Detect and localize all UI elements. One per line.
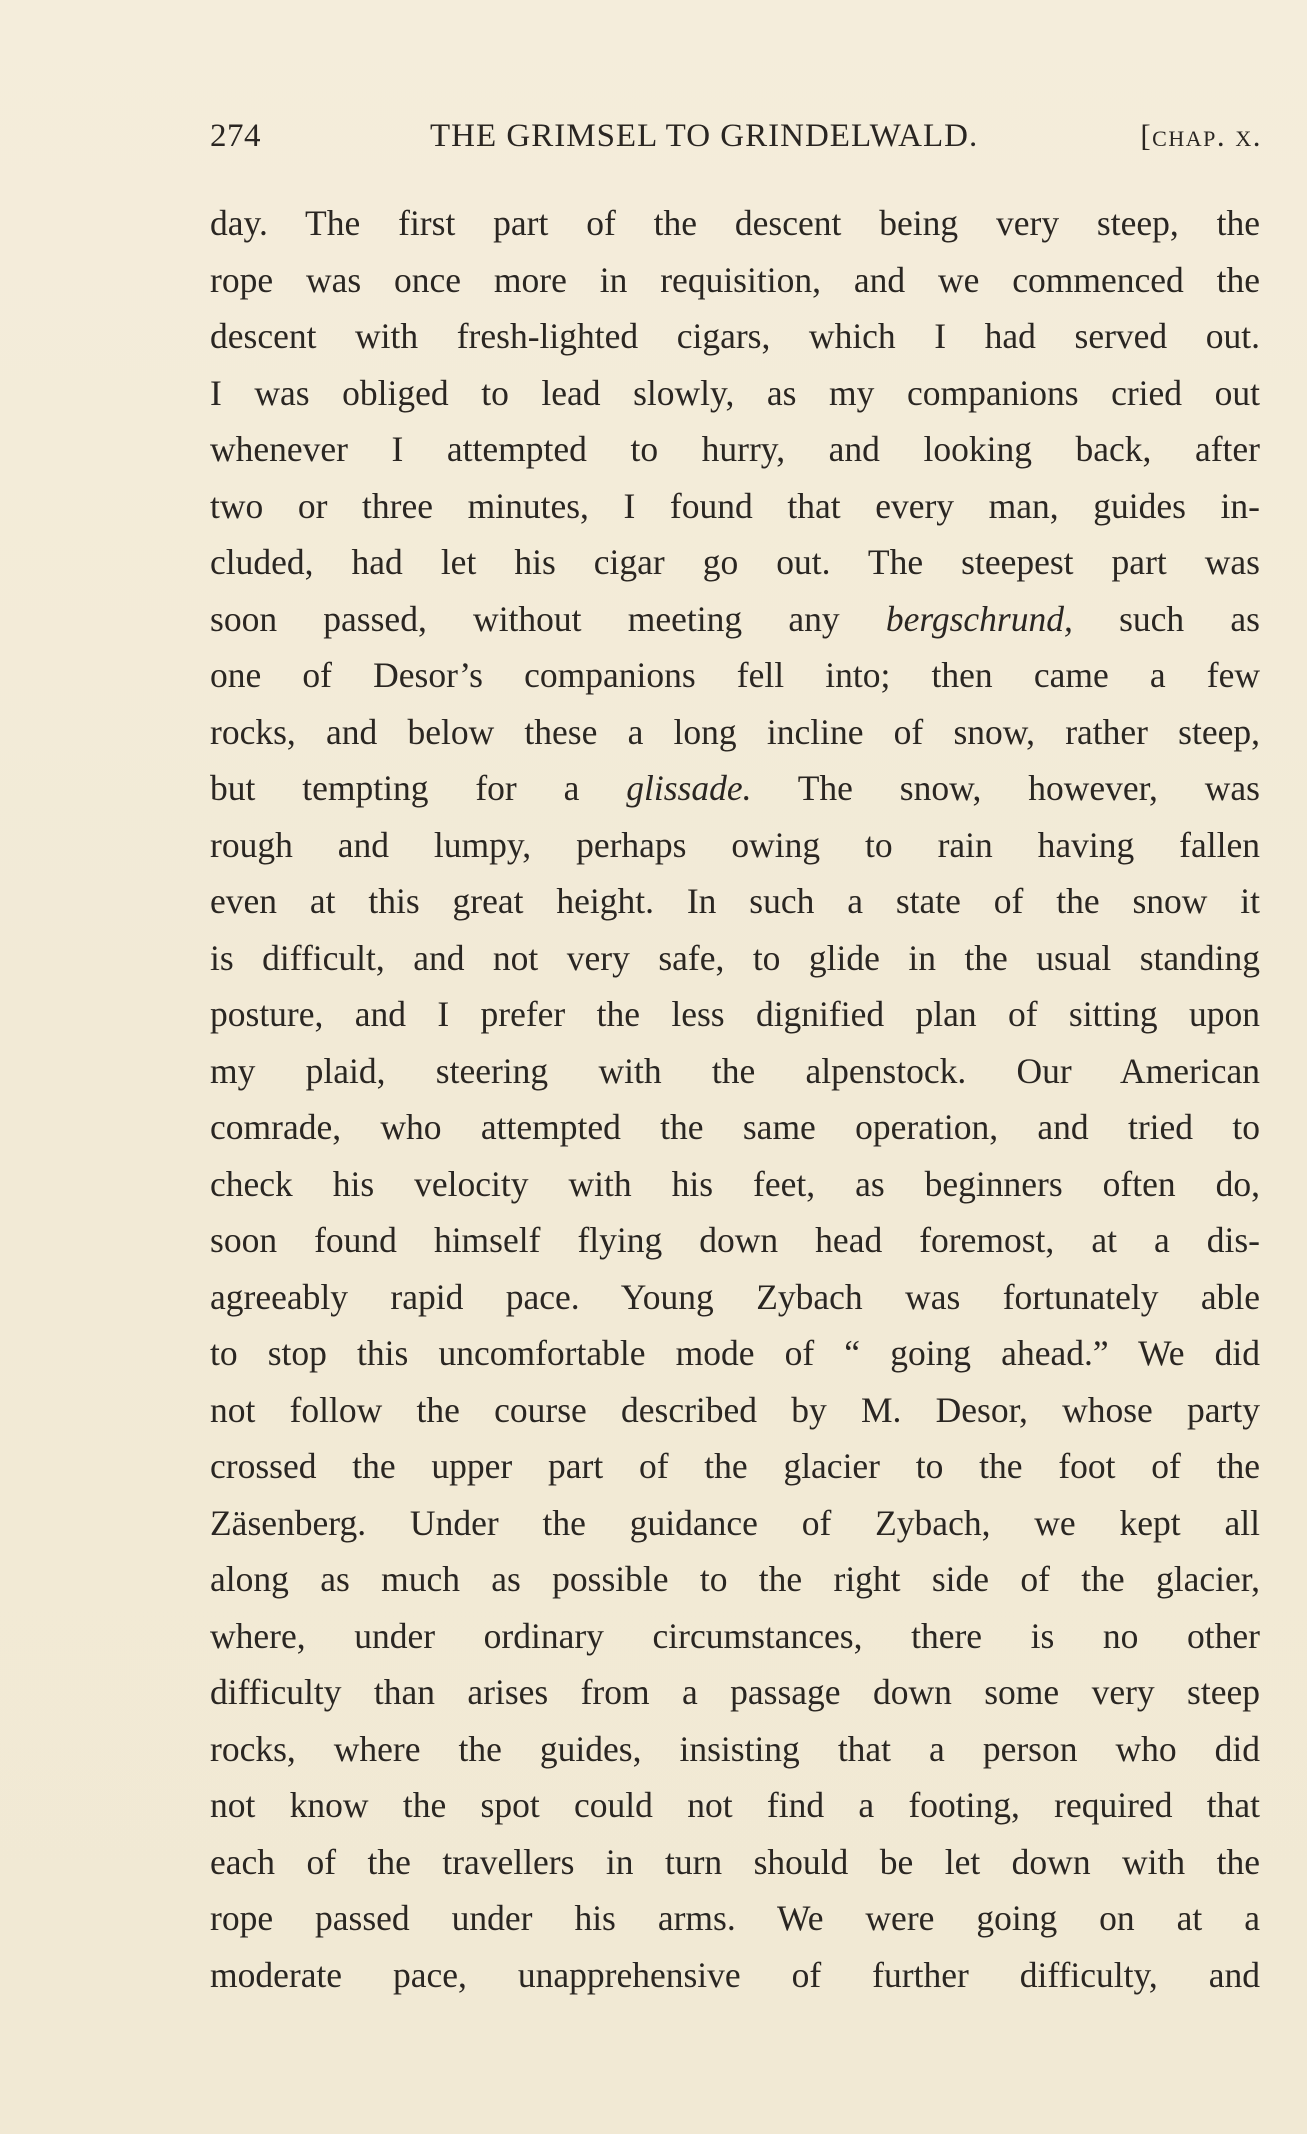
- text-line: [210, 1325, 1260, 1382]
- text-segment: one of Desor’s companions fell into; then came a few: [210, 655, 1260, 695]
- text-line: [210, 534, 1260, 591]
- text-line: [210, 1551, 1260, 1608]
- text-segment: but tempting for a: [210, 768, 627, 808]
- text-line: [210, 1269, 1260, 1326]
- text-segment: soon passed, without meeting any: [210, 598, 886, 639]
- text-line: [210, 1212, 1260, 1269]
- text-segment: difficulty than arises from a passage down some very steep: [210, 1672, 1260, 1712]
- text-line: [210, 647, 1260, 704]
- text-segment: Zäsenberg. Under the guidance of Zybach, we kept all: [210, 1502, 1260, 1543]
- text-segment: even at this great height. In such a state of the snow it: [210, 881, 1260, 921]
- text-segment: moderate pace, unapprehensive of further difficulty, and: [210, 1954, 1260, 1995]
- text-line: [210, 1495, 1260, 1552]
- text-line: [210, 1156, 1260, 1213]
- text-line: [210, 986, 1260, 1043]
- text-line: [210, 195, 1260, 252]
- text-segment: two or three minutes, I found that every man, guides in-: [210, 485, 1260, 526]
- text-segment: posture, and I prefer the less dignified plan of sitting upon: [210, 994, 1260, 1034]
- text-line: [210, 591, 1260, 648]
- text-line: [210, 1608, 1260, 1665]
- body-text: [210, 195, 1260, 2003]
- text-segment: my plaid, steering with the alpenstock. Our American: [210, 1050, 1260, 1091]
- text-line: [210, 1834, 1260, 1891]
- text-segment: not know the spot could not find a footing, required that: [210, 1785, 1260, 1825]
- text-segment: rope passed under his arms. We were going on at a: [210, 1898, 1260, 1938]
- text-line: [210, 930, 1260, 987]
- text-segment: check his velocity with his feet, as beginners often do,: [210, 1163, 1260, 1204]
- text-line: [210, 1947, 1260, 2004]
- text-segment: The snow, however, was: [751, 768, 1260, 808]
- text-segment: I was obliged to lead slowly, as my companions cried out: [210, 372, 1260, 413]
- text-line: [210, 308, 1260, 365]
- text-segment: where, under ordinary circumstances, there is no other: [210, 1615, 1260, 1656]
- text-line: [210, 478, 1260, 535]
- text-segment: rope was once more in requisition, and we commenced the: [210, 259, 1260, 300]
- text-segment: descent with fresh-lighted cigars, which I had served out.: [210, 316, 1260, 356]
- text-segment: whenever I attempted to hurry, and looking back, after: [210, 429, 1260, 469]
- text-segment: rocks, where the guides, insisting that a person who did: [210, 1728, 1260, 1769]
- text-line: [210, 760, 1260, 817]
- text-segment: agreeably rapid pace. Young Zybach was fortunately able: [210, 1276, 1260, 1317]
- page-number: 274: [210, 118, 261, 154]
- text-line: [210, 817, 1260, 874]
- text-segment: soon found himself flying down head foremost, at a dis-: [210, 1220, 1260, 1260]
- text-line: [210, 1438, 1260, 1495]
- text-line: [210, 365, 1260, 422]
- text-line: [210, 1664, 1260, 1721]
- text-line: [210, 1777, 1260, 1834]
- text-line: [210, 873, 1260, 930]
- text-segment: rough and lumpy, perhaps owing to rain having fallen: [210, 824, 1260, 865]
- italic-text: bergschrund,: [885, 598, 1073, 639]
- chapter-label: [chap. x.: [1140, 118, 1262, 153]
- text-line: [210, 1890, 1260, 1947]
- text-segment: rocks, and below these a long incline of snow, rather steep,: [210, 711, 1260, 752]
- text-segment: not follow the course described by M. Desor, whose party: [210, 1389, 1260, 1430]
- text-segment: to stop this uncomfortable mode of “ going ahead.” We did: [210, 1333, 1260, 1373]
- text-segment: crossed the upper part of the glacier to the foot of the: [210, 1446, 1260, 1486]
- running-title: THE GRIMSEL TO GRINDELWALD.: [430, 118, 979, 154]
- text-segment: comrade, who attempted the same operation, and tried to: [210, 1107, 1260, 1147]
- text-line: [210, 1099, 1260, 1156]
- page-header: [210, 118, 1262, 166]
- text-segment: cluded, had let his cigar go out. The steepest part was: [210, 542, 1260, 582]
- text-segment: day. The first part of the descent being very steep, the: [210, 203, 1260, 243]
- text-segment: each of the travellers in turn should be let down with the: [210, 1841, 1260, 1882]
- text-segment: such as: [1072, 598, 1260, 639]
- text-line: [210, 421, 1260, 478]
- text-line: [210, 1382, 1260, 1439]
- text-segment: along as much as possible to the right side of the glacier,: [210, 1559, 1260, 1599]
- italic-text: glissade.: [626, 768, 752, 808]
- text-line: [210, 1721, 1260, 1778]
- text-segment: is difficult, and not very safe, to glide in the usual standing: [210, 937, 1260, 978]
- text-line: [210, 704, 1260, 761]
- text-line: [210, 252, 1260, 309]
- text-line: [210, 1043, 1260, 1100]
